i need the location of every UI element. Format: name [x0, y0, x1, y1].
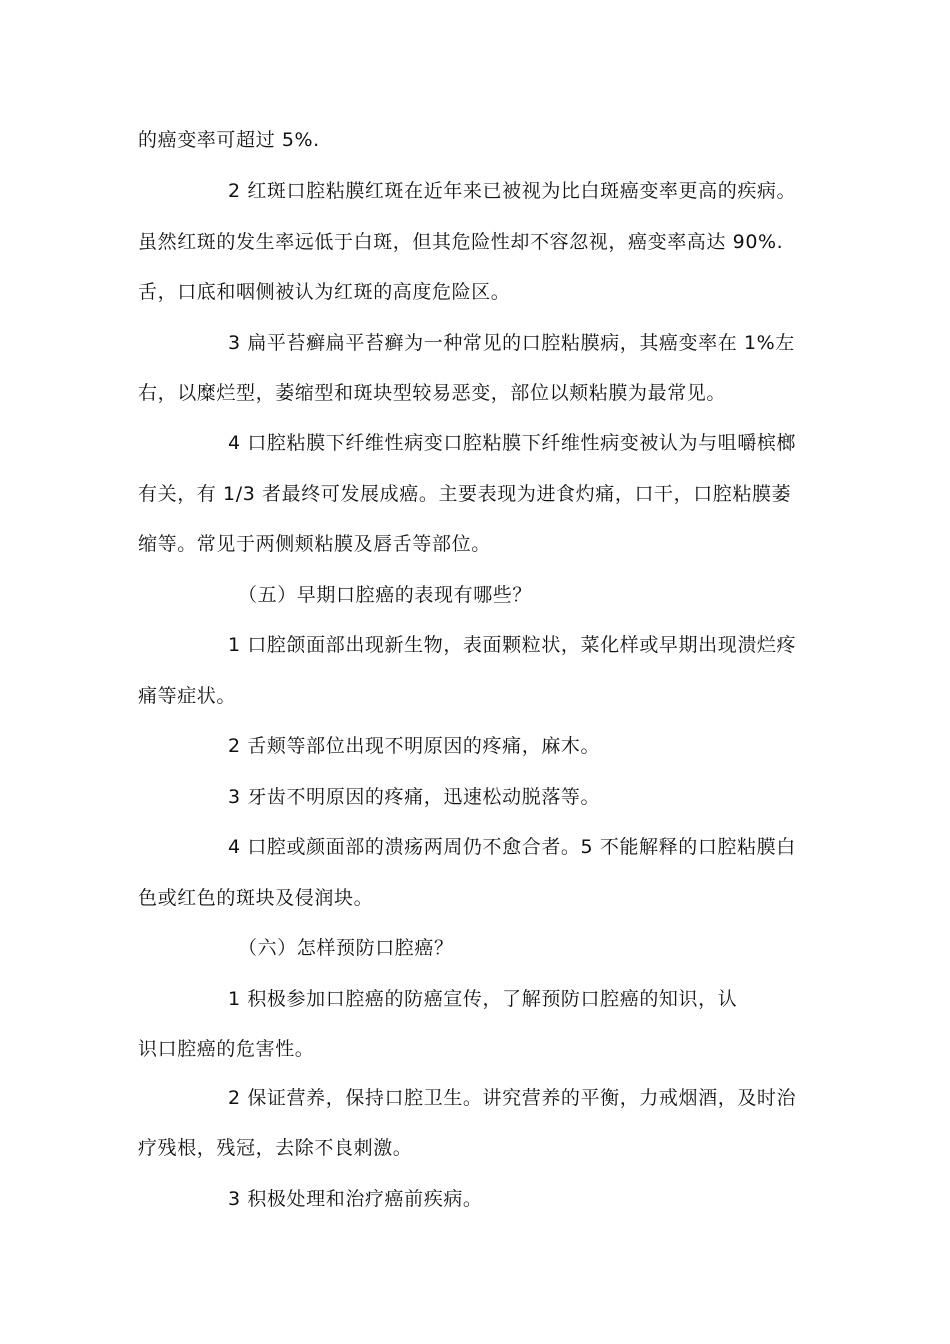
text-line: 右，以糜烂型，萎缩型和斑块型较易恶变，部位以颊粘膜为最常见。	[138, 382, 727, 404]
text-line: 2 保证营养，保持口腔卫生。讲究营养的平衡，力戒烟酒，及时治	[228, 1087, 797, 1109]
section-heading: （六）怎样预防口腔癌？	[238, 937, 454, 959]
text-line: 3 扁平苔癣扁平苔癣为一种常见的口腔粘膜病，其癌变率在 1%左	[228, 332, 795, 354]
text-line: 疗残根，残冠，去除不良刺激。	[138, 1137, 413, 1159]
text-line: 2 红斑口腔粘膜红斑在近年来已被视为比白斑癌变率更高的疾病。	[228, 180, 797, 202]
text-line: 色或红色的斑块及侵润块。	[138, 887, 374, 909]
section-heading: （五）早期口腔癌的表现有哪些？	[238, 584, 533, 606]
text-line: 痛等症状。	[138, 685, 237, 707]
text-line: 3 积极处理和治疗癌前疾病。	[228, 1188, 483, 1210]
text-line: 4 口腔或颜面部的溃疡两周仍不愈合者。5 不能解释的口腔粘膜白	[228, 836, 796, 858]
text-line: 3 牙齿不明原因的疼痛，迅速松动脱落等。	[228, 786, 601, 808]
text-line: 1 积极参加口腔癌的防癌宣传，了解预防口腔癌的知识，认	[228, 988, 738, 1010]
text-line: 4 口腔粘膜下纤维性病变口腔粘膜下纤维性病变被认为与咀嚼槟榔	[228, 432, 797, 454]
text-line: 识口腔癌的危害性。	[138, 1038, 315, 1060]
text-line: 缩等。常见于两侧颊粘膜及唇舌等部位。	[138, 533, 491, 555]
text-line: 虽然红斑的发生率远低于白斑，但其危险性却不容忽视，癌变率高达 90%.	[138, 231, 784, 253]
text-line: 1 口腔颌面部出现新生物，表面颗粒状，菜化样或早期出现溃烂疼	[228, 634, 797, 656]
text-line: 2 舌颊等部位出现不明原因的疼痛，麻木。	[228, 735, 601, 757]
text-line: 有关，有 1/3 者最终可发展成癌。主要表现为进食灼痛，口干，口腔粘膜萎	[138, 483, 792, 505]
text-line: 舌，口底和咽侧被认为红斑的高度危险区。	[138, 281, 511, 303]
text-line: 的癌变率可超过 5%.	[138, 129, 320, 151]
